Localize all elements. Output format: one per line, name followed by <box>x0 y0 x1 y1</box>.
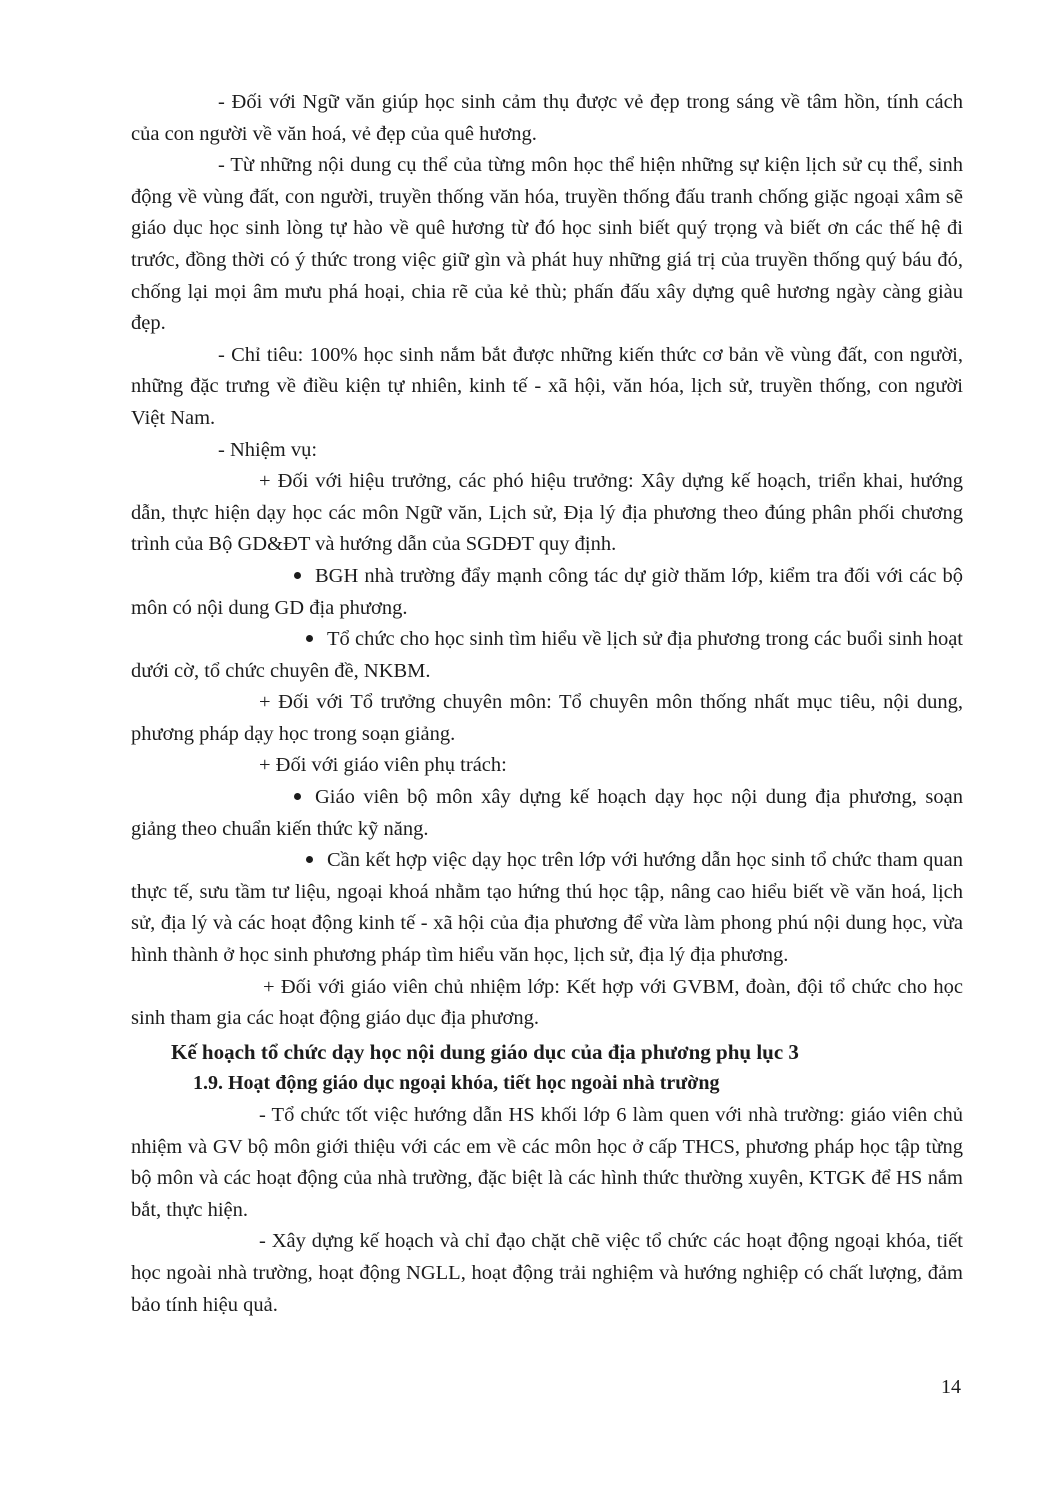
bullet-icon <box>306 856 313 863</box>
page-body <box>131 87 963 1321</box>
bullet-text: BGH nhà trường đẩy mạnh công tác dự giờ thăm lớp, kiểm tra đối với các bộ môn có nội dung GD địa phương. <box>131 564 963 619</box>
bullet-item-to-chuc <box>131 624 963 687</box>
bullet-icon <box>294 793 301 800</box>
paragraph-to-truong: + Đối với Tổ trưởng chuyên môn: Tổ chuyên môn thống nhất mục tiêu, nội dung, phương pháp dạy học trong soạn giảng. <box>131 691 963 745</box>
bullet-text: Cần kết hợp việc dạy học trên lớp với hướng dẫn học sinh tổ chức tham quan thực tế, sưu tầm tư liệu, ngoại khoá nhằm tạo hứng thú học tập, nâng cao hiểu biết về văn hoá, lịch sử, địa lý và các hoạt động kinh tế - xã hội của địa phương để vừa làm phong phú nội dung học, vừa hình thành ở học sinh phương pháp tìm hiểu văn học, lịch sử, địa lý địa phương. <box>131 849 963 967</box>
bullet-text: Tổ chức cho học sinh tìm hiểu về lịch sử địa phương trong các buổi sinh hoạt dưới cờ, tổ chức chuyên đề, NKBM. <box>131 628 963 682</box>
page-number: 14 <box>941 1376 961 1398</box>
bullet-item-bgh <box>131 561 963 624</box>
bullet-item-giao-vien-bo-mon <box>131 782 963 845</box>
paragraph-noi-dung-cu-the: - Từ những nội dung cụ thể của từng môn học thể hiện những sự kiện lịch sử cụ thể, sinh động về vùng đất, con người, truyền thống văn hóa, truyền thống đấu tranh chống giặc ngoại xâm sẽ giáo dục học sinh lòng tự hào về quê hương từ đó học sinh biết quý trọng và biết ơn các thế hệ đi trước, đồng thời có ý thức trong việc giữ gìn và phát huy những giá trị của truyền thống quý báu đó, chống lại mọi âm mưu phá hoại, chia rẽ của kẻ thù; phấn đấu xây dựng quê hương ngày càng giàu đẹp. <box>131 154 963 335</box>
paragraph-chu-nhiem: + Đối với giáo viên chủ nhiệm lớp: Kết hợp với GVBM, đoàn, đội tổ chức cho học sinh tham gia các hoạt động giáo dục địa phương. <box>131 975 963 1030</box>
paragraph-giao-vien-phu-trach: + Đối với giáo viên phụ trách: <box>259 754 507 777</box>
bullet-item-ket-hop <box>131 845 963 971</box>
subsection-heading: 1.9. Hoạt động giáo dục ngoại khóa, tiết học ngoài nhà trường <box>193 1072 720 1095</box>
paragraph-lop-6: - Tổ chức tốt việc hướng dẫn HS khối lớp 6 làm quen với nhà trường: giáo viên chủ nhiệm và GV bộ môn giới thiệu với các em về các môn học ở cấp THCS, phương pháp học tập từng bộ môn và các hoạt động của nhà trường, đặc biệt là các hình thức thường xuyên, KTGK để HS nắm bắt, thực hiện. <box>131 1104 963 1221</box>
paragraph-hieu-truong: + Đối với hiệu trưởng, các phó hiệu trưởng: Xây dựng kế hoạch, triển khai, hướng dẫn, thực hiện dạy học các môn Ngữ văn, Lịch sử, Địa lý địa phương theo đúng phân phối chương trình của Bộ GD&ĐT và hướng dẫn của SGDĐT quy định. <box>131 470 963 556</box>
section-heading: Kế hoạch tổ chức dạy học nội dung giáo dục của địa phương phụ lục 3 <box>171 1039 799 1064</box>
bullet-icon <box>306 635 313 642</box>
bullet-text: Giáo viên bộ môn xây dựng kế hoạch dạy học nội dung địa phương, soạn giảng theo chuẩn kiến thức kỹ năng. <box>131 786 963 840</box>
bullet-icon <box>294 572 301 579</box>
paragraph-nhiem-vu: - Nhiệm vụ: <box>218 438 318 461</box>
paragraph-ngu-van: - Đối với Ngữ văn giúp học sinh cảm thụ được vẻ đẹp trong sáng về tâm hồn, tính cách của con người về văn hoá, vẻ đẹp của quê hương. <box>131 91 963 145</box>
paragraph-ngoai-khoa: - Xây dựng kế hoạch và chỉ đạo chặt chẽ việc tổ chức các hoạt động ngoại khóa, tiết học ngoài nhà trường, hoạt động NGLL, hoạt động trải nghiệm và hướng nghiệp có chất lượng, đảm bảo tính hiệu quả. <box>131 1230 963 1316</box>
paragraph-chi-tieu: - Chỉ tiêu: 100% học sinh nắm bắt được những kiến thức cơ bản về vùng đất, con người, những đặc trưng về điều kiện tự nhiên, kinh tế - xã hội, văn hóa, lịch sử, truyền thống, con người Việt Nam. <box>131 343 963 429</box>
